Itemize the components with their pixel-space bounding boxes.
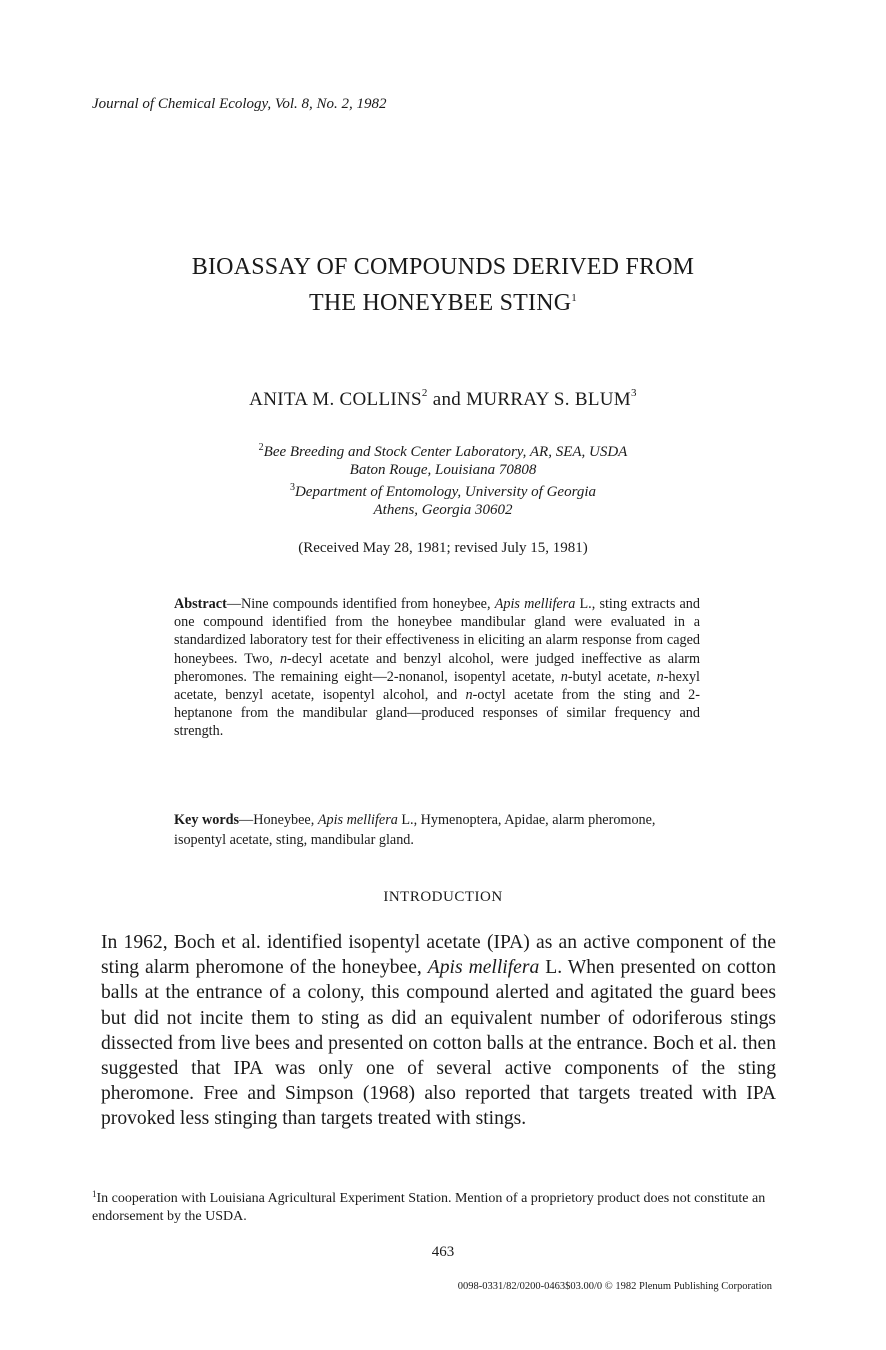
affiliations bbox=[0, 439, 886, 519]
keywords-label: Key words bbox=[174, 812, 240, 828]
title-line-2: THE HONEYBEE STING$^1$ bbox=[309, 290, 577, 316]
section-heading-introduction: INTRODUCTION bbox=[383, 889, 503, 905]
footnote: $^1$In cooperation with Louisiana Agricultural Experiment Station. Mention of a proprietory product does not constitute an endorsement by the USDA. bbox=[92, 1189, 766, 1224]
affiliation-2-line-2: Athens, Georgia 30602 bbox=[373, 502, 513, 518]
key-words: Key words—Honeybee, Apis mellifera L., Hymenoptera, Apidae, alarm pheromone, isopentyl acetate, sting, mandibular gland. bbox=[174, 812, 656, 848]
author-mark-1: 2 bbox=[421, 387, 428, 399]
journal-citation: Journal of Chemical Ecology, Vol. 8, No. 2, 1982 bbox=[92, 96, 387, 112]
author-blum: MURRAY S. BLUM bbox=[466, 389, 631, 410]
paper-title bbox=[0, 252, 886, 319]
title-footnote-mark: 1 bbox=[571, 292, 577, 304]
copyright-line: 0098-0331/82/0200-0463$03.00/0 © 1982 Plenum Publishing Corporation bbox=[457, 1281, 772, 1292]
author-conjunction: and bbox=[427, 389, 467, 410]
author-list bbox=[0, 387, 886, 411]
received-dates: (Received May 28, 1981; revised July 15, 1981) bbox=[298, 540, 588, 556]
author-mark-2: 3 bbox=[631, 387, 637, 399]
footnote-mark: 1 bbox=[92, 1189, 97, 1199]
abstract-label: Abstract bbox=[174, 596, 227, 612]
affiliation-1-line-2: Baton Rouge, Louisiana 70808 bbox=[349, 462, 537, 478]
affiliation-1-line-1: $^2$Bee Breeding and Stock Center Laboratory, AR, SEA, USDA bbox=[258, 442, 628, 460]
affiliation-2-mark: 3 bbox=[289, 482, 295, 493]
page-number: 463 bbox=[431, 1244, 455, 1260]
title-line-1: BIOASSAY OF COMPOUNDS DERIVED FROM bbox=[191, 254, 695, 280]
affiliation-1-mark: 2 bbox=[258, 442, 264, 453]
introduction-paragraph: In 1962, Boch et al. identified isopentyl acetate (IPA) as an active component of the sting alarm pheromone of the honeybee, Apis mellifera L. When presented on cotton balls at the entrance of a colony, this compound alerted and agitated the guard bees but did not incite them to sting as did an equivalent number of odoriferous stings dissected from live bees and presented on cotton balls at the entrance. Boch et al. then suggested that IPA was only one of several active components of the sting pheromone. Free and Simpson (1968) also reported that targets treated with IPA provoked less stinging than targets treated with stings. bbox=[101, 932, 776, 1130]
author-collins: ANITA M. COLLINS bbox=[249, 389, 422, 410]
affiliation-2-line-1: $^3$Department of Entomology, University of Georgia bbox=[289, 482, 597, 500]
abstract: Abstract—Nine compounds identified from honeybee, Apis mellifera L., sting extracts and one compound identified from the honeybee mandibular gland were evaluated in a standardized laboratory test for their effectiveness in eliciting an alarm response from caged honeybees. Two, n-decyl acetate and benzyl alcohol, were judged ineffective as alarm pheromones. The remaining eight—2-nonanol, isopentyl acetate, n-butyl acetate, n-hexyl acetate, benzyl acetate, isopentyl alcohol, and n-octyl acetate from the sting and 2-heptanone from the mandibular gland—produced responses of similar frequency and strength. bbox=[174, 596, 700, 740]
